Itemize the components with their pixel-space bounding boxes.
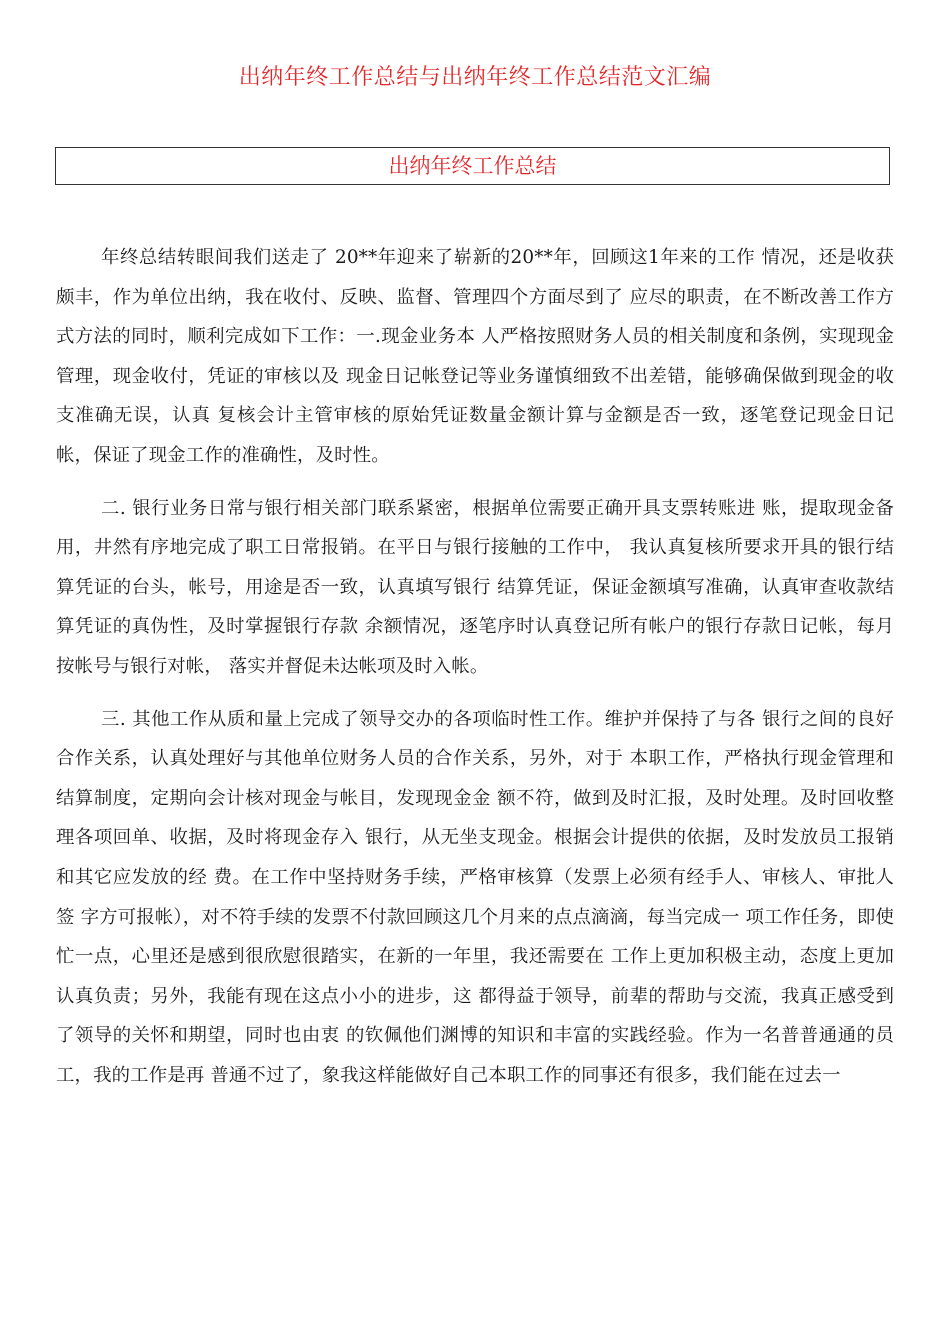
document-body xyxy=(56,238,894,1108)
section-heading-box xyxy=(55,147,890,185)
paragraph-other-work: 三. 其他工作从质和量上完成了领导交办的各项临时性工作。维护并保持了与各 银行之间的良好合作关系，认真处理好与其他单位财务人员的合作关系，另外，对于 本职工作，严格执行现金管理和结算制度，定期向会计核对现金与帐目，发现现金金 额不符，做到及时汇报，及时处理。及时回收整理各项回单、收据，及时将现金存入 银行，从无坐支现金。根据会计提供的依据，及时发放员工报销和其它应发放的经 费。在工作中坚持财务手续，严格审核算（发票上必须有经手人、审核人、审批人签 字方可报帐），对不符手续的发票不付款回顾这几个月来的点点滴滴，每当完成一 项工作任务，即使忙一点，心里还是感到很欣慰很踏实，在新的一年里，我还需要在 工作上更加积极主动，态度上更加认真负责；另外，我能有现在这点小小的进步，这 都得益于领导，前辈的帮助与交流，我真正感受到了领导的关怀和期望，同时也由衷 的钦佩他们渊博的知识和丰富的实践经验。作为一名普普通通的员工，我的工作是再 普通不过了，象我这样能做好自己本职工作的同事还有很多，我们能在过去一 xyxy=(56,708,894,1086)
document-title: 出纳年终工作总结与出纳年终工作总结范文汇编 xyxy=(238,65,712,90)
paragraph-bank-business: 二. 银行业务日常与银行相关部门联系紧密，根据单位需要正确开具支票转账进 账，提取现金备用，井然有序地完成了职工日常报销。在平日与银行接触的工作中， 我认真复核所要求开具的银行结算凭证的台头，帐号，用途是否一致，认真填写银行 结算凭证，保证金额填写准确，认真审查收款结算凭证的真伪性，及时掌握银行存款 余额情况，逐笔序时认真登记所有帐户的银行存款日记帐，每月按帐号与银行对帐， 落实并督促未达帐项及时入帐。 xyxy=(56,497,894,677)
section-title: 出纳年终工作总结 xyxy=(388,154,557,178)
paragraph-cash-business: 年终总结转眼间我们送走了 20**年迎来了崭新的20**年，回顾这1年来的工作 情况，还是收获颇丰，作为单位出纳，我在收付、反映、监督、管理四个方面尽到了 应尽的职责，在不断改善工作方式方法的同时，顺利完成如下工作：一.现金业务本 人严格按照财务人员的相关制度和条例，实现现金管理，现金收付，凭证的审核以及 现金日记帐登记等业务谨慎细致不出差错，能够确保做到现金的收支准确无误，认真 复核会计主管审核的原始凭证数量金额计算与金额是否一致，逐笔登记现金日记 帐，保证了现金工作的准确性，及时性。 xyxy=(56,247,894,466)
